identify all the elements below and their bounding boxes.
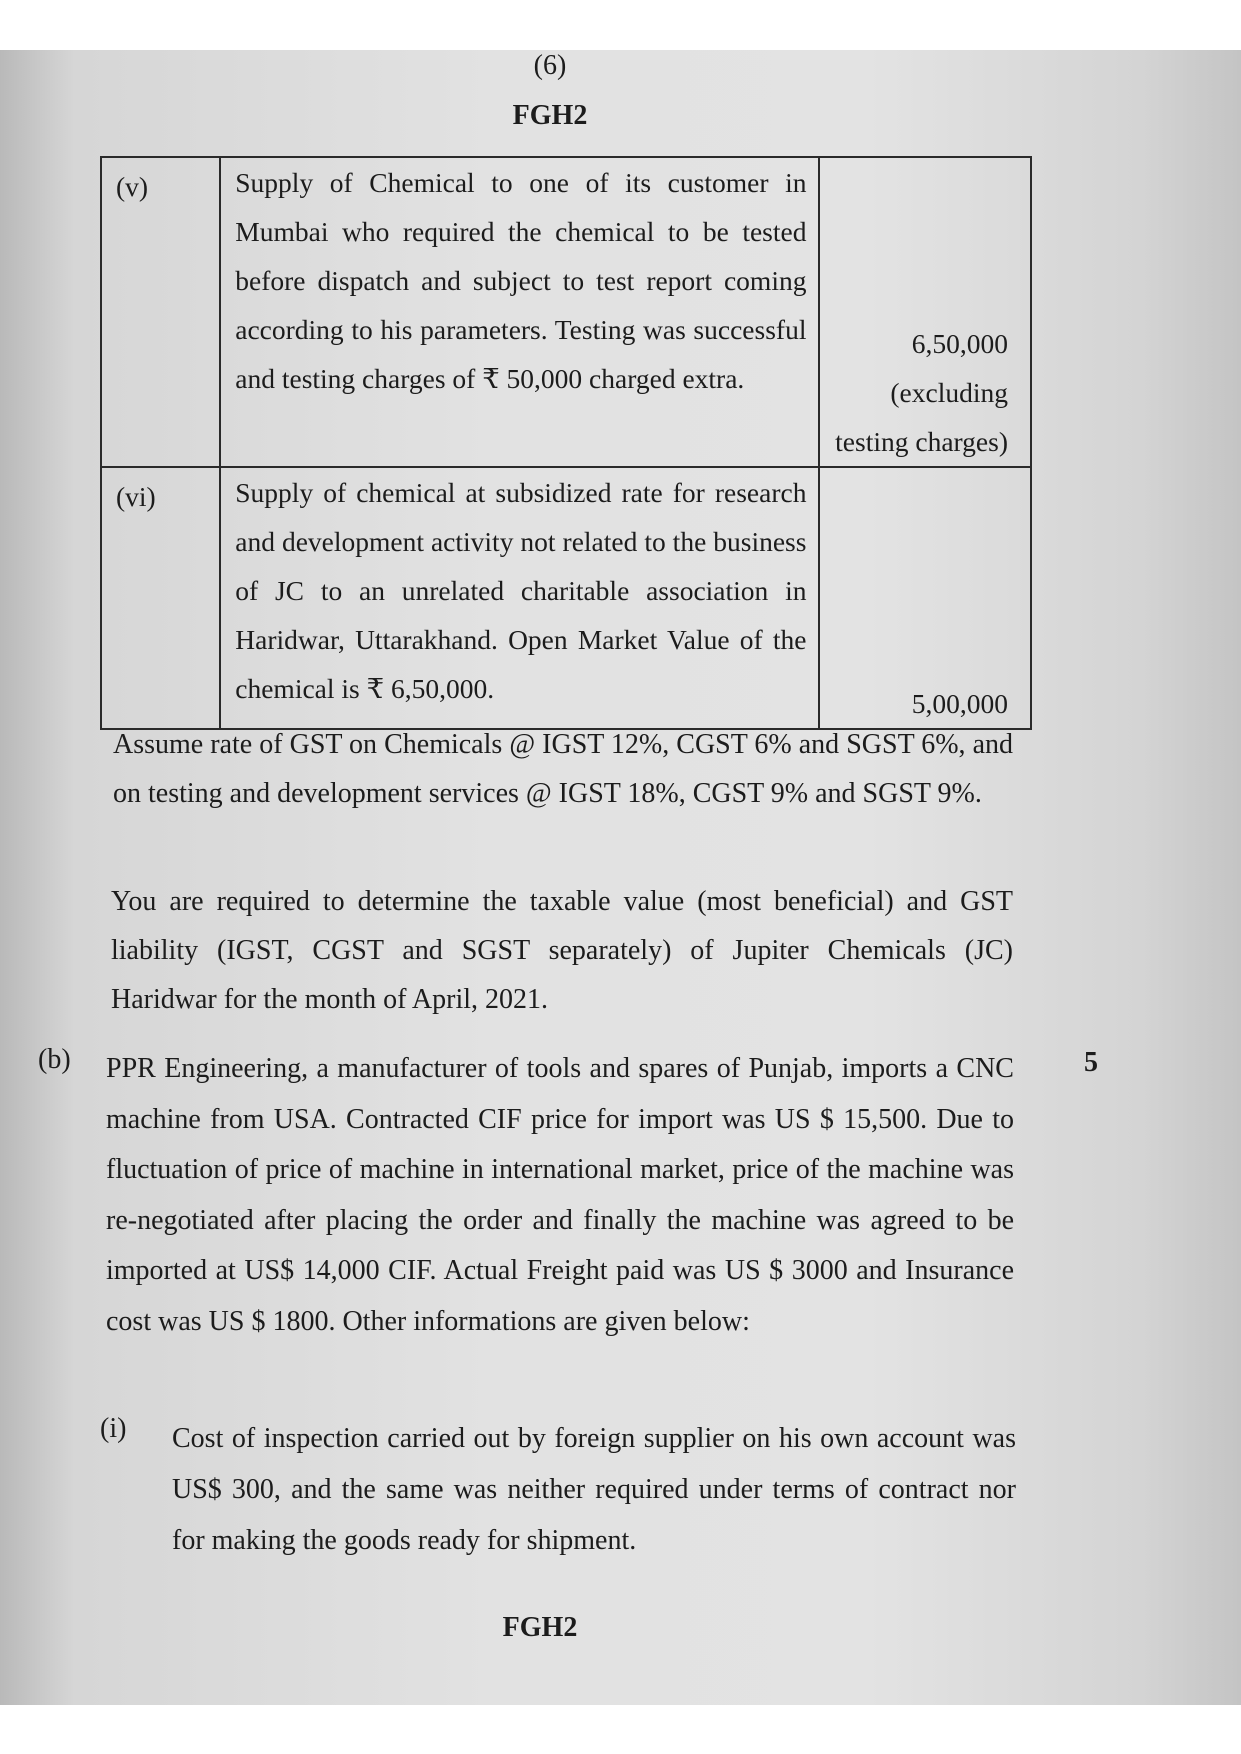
row-number: (v) xyxy=(101,157,220,467)
gst-rates-paragraph: Assume rate of GST on Chemicals @ IGST 12%, CGST 6% and SGST 6%, and on testing and development services @ IGST 18%, CGST 9% and SGST 9%. xyxy=(113,729,1013,809)
row-particulars: Supply of Chemical to one of its customer in Mumbai who required the chemical to be tested before dispatch and subject to test report coming according to his parameters. Testing was successful and testing charges of ₹ 50,000 charged extra. xyxy=(220,157,819,467)
row-amount-cell xyxy=(819,467,1031,729)
table-row xyxy=(101,467,1031,729)
sub-item-text: Cost of inspection carried out by foreign supplier on his own account was US$ 300, and the same was neither required under terms of contract nor for making the goods ready for shipment. xyxy=(172,1423,1016,1556)
sub-item-label: (i) xyxy=(100,1413,127,1444)
marks: 5 xyxy=(1084,1047,1098,1078)
page-number: (6) xyxy=(533,50,567,81)
table-row xyxy=(101,157,1031,467)
page-photo xyxy=(0,50,1241,1705)
paper-code-header: FGH2 xyxy=(512,100,588,131)
question-b-label: (b) xyxy=(38,1044,71,1075)
row-amount-cell xyxy=(819,157,1031,467)
particulars-table xyxy=(100,156,1032,730)
question-b-text: PPR Engineering, a manufacturer of tools and spares of Punjab, imports a CNC machine from USA. Contracted CIF price for import was US $ 15,500. Due to fluctuation of price of machine in international market, price of the machine was re-negotiated after placing the order and finally the machine was agreed to be imported at US$ 14,000 CIF. Actual Freight paid was US $ 3000 and Insurance cost was US $ 1800. Other informations are given below: xyxy=(106,1053,1014,1337)
paper-code-footer: FGH2 xyxy=(502,1612,578,1643)
row-particulars: Supply of chemical at subsidized rate for research and development activity not related to the business of JC to an unrelated charitable association in Haridwar, Uttarakhand. Open Market Value of the chemical is ₹ 6,50,000. xyxy=(220,467,819,729)
row-amount: 5,00,000 xyxy=(911,688,1008,719)
row-amount: 6,50,000 xyxy=(911,328,1008,359)
row-number: (vi) xyxy=(101,467,220,729)
requirement-paragraph: You are required to determine the taxable value (most beneficial) and GST liability (IGST, CGST and SGST separately) of Jupiter Chemicals (JC) Haridwar for the month of April, 2021. xyxy=(111,886,1013,1015)
row-amount-note: (excluding testing charges) xyxy=(835,377,1008,457)
